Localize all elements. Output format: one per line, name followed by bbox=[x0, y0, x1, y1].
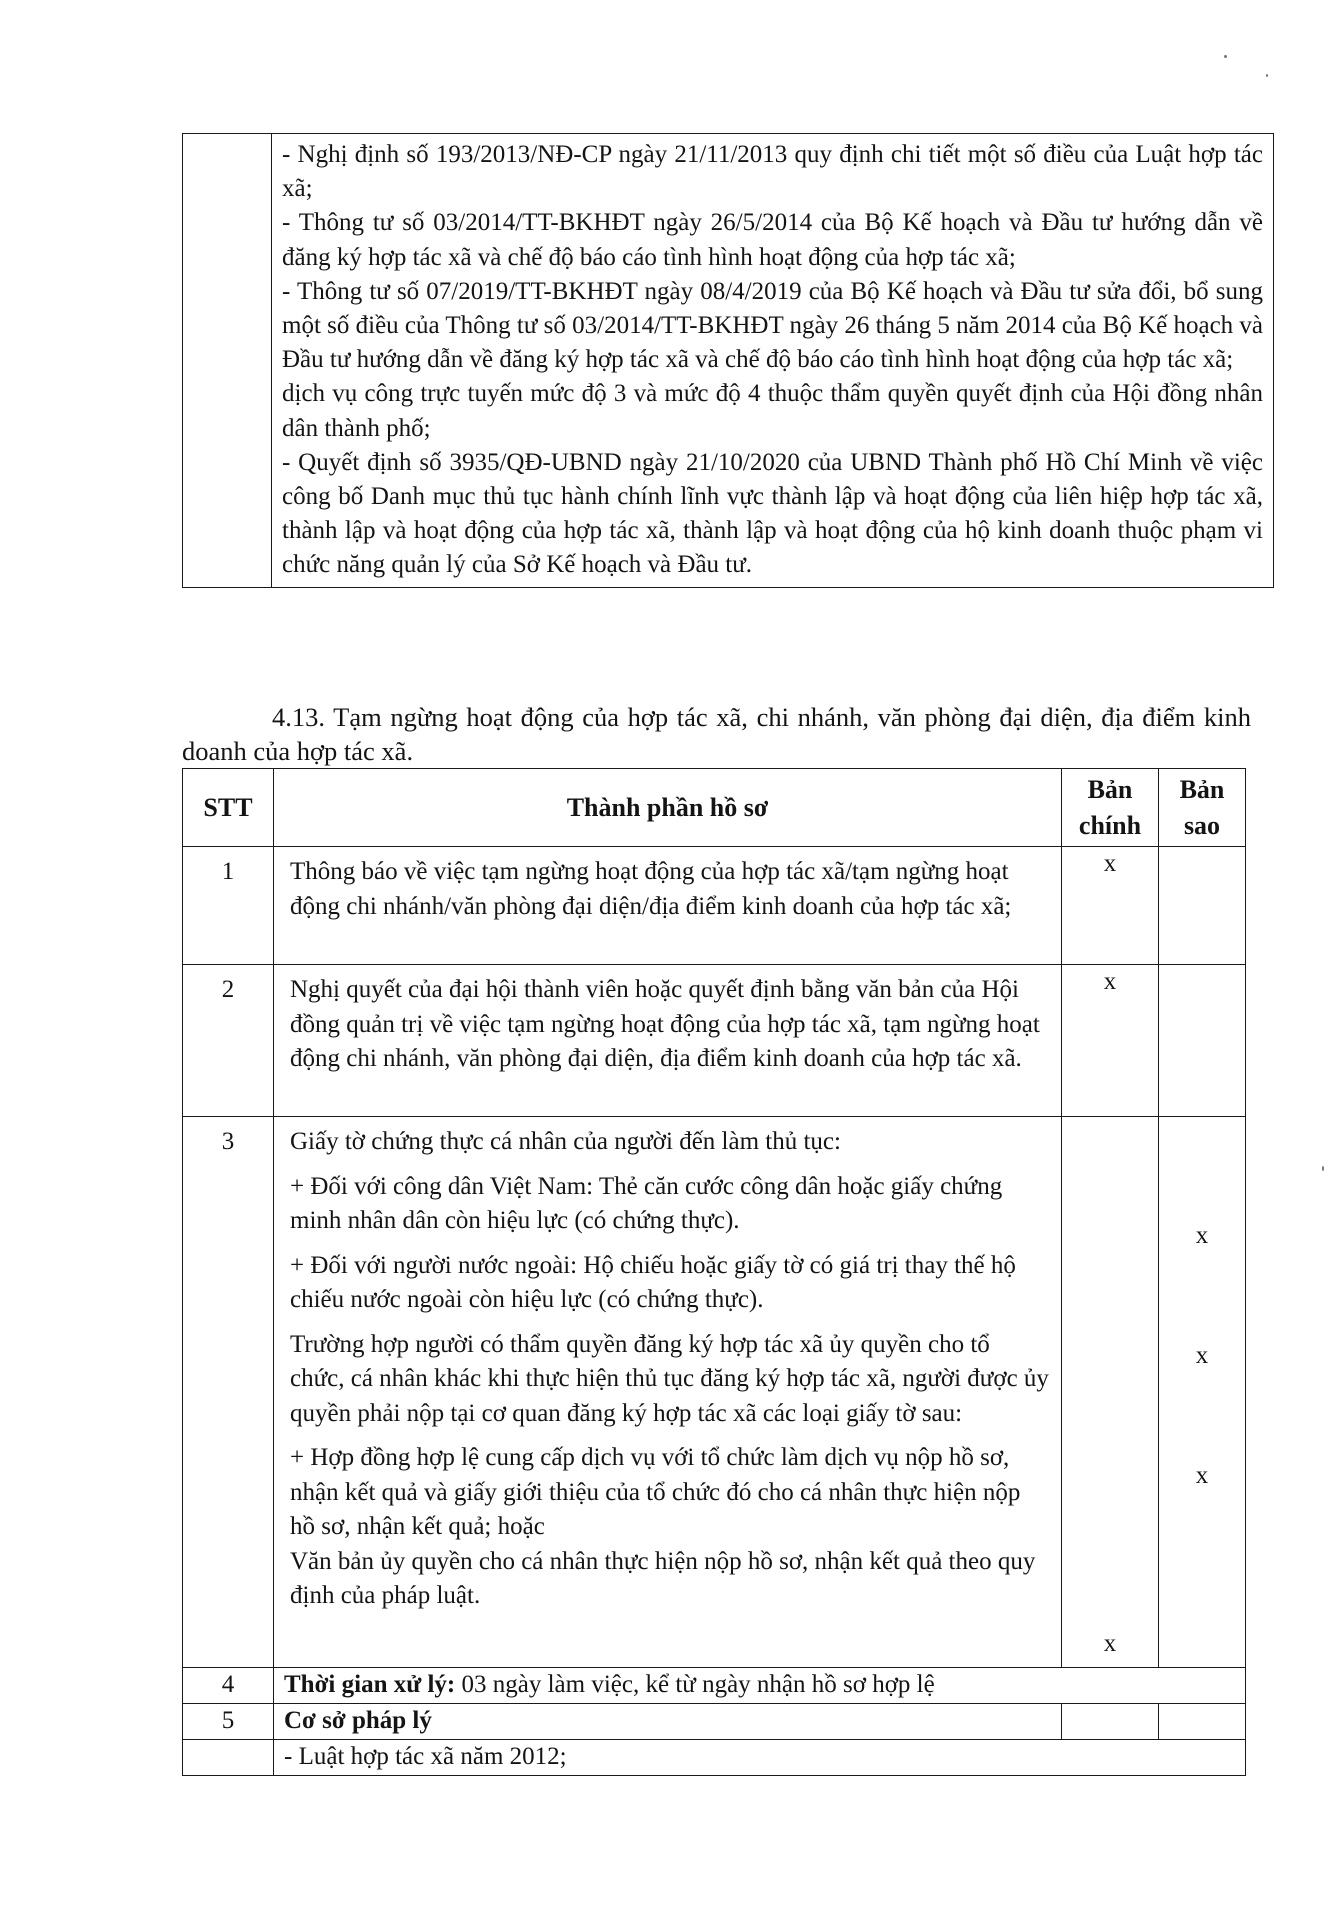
empty-stt-cell bbox=[183, 134, 272, 588]
scan-speck bbox=[1322, 1166, 1324, 1171]
row-content: Nghị quyết của đại hội thành viên hoặc quyết định bằng văn bản của Hội đồng quản trị về việc tạm ngừng hoạt động của hợp tác xã, tạm ngừng hoạt động chi nhánh, văn phòng đại diện, địa điểm kinh doanh của hợp tác xã. bbox=[274, 965, 1062, 1117]
paragraph: Giấy tờ chứng thực cá nhân của người đến làm thủ tục: bbox=[290, 1128, 841, 1155]
paragraph: Trường hợp người có thẩm quyền đăng ký hợp tác xã ủy quyền cho tổ chức, cá nhân khác khi thực hiện thủ tục đăng ký hợp tác xã, người được ủy quyền phải nộp tại cơ quan đăng ký hợp tác xã các loại giấy tờ sau: bbox=[290, 1330, 1049, 1427]
header-copy: Bản sao bbox=[1159, 769, 1246, 847]
paragraph: + Hợp đồng hợp lệ cung cấp dịch vụ với tổ chức làm dịch vụ nộp hồ sơ, nhận kết quả và giấy giới thiệu của tổ chức đó cho cá nhân thực hiện nộp hồ sơ, nhận kết quả; hoặc bbox=[290, 1444, 1021, 1540]
row-content bbox=[274, 1668, 1246, 1704]
table-row bbox=[183, 134, 1274, 588]
processing-time-value: 03 ngày làm việc, kể từ ngày nhận hồ sơ hợp lệ bbox=[455, 1671, 935, 1698]
processing-time-label: Thời gian xử lý: bbox=[284, 1671, 456, 1698]
header-stt: STT bbox=[183, 769, 274, 847]
legal-basis-item: - Nghị định số 193/2013/NĐ-CP ngày 21/11/2013 quy định chi tiết một số điều của Luật hợp tác xã; bbox=[282, 141, 1263, 203]
legal-basis-item: - Thông tư số 03/2014/TT-BKHĐT ngày 26/5/2014 của Bộ Kế hoạch và Đầu tư hướng dẫn về đăng ký hợp tác xã và chế độ báo cáo tình hình hoạt động của hợp tác xã; bbox=[282, 209, 1263, 271]
empty-cell bbox=[1062, 1704, 1159, 1740]
header-component: Thành phần hồ sơ bbox=[274, 769, 1062, 847]
original-mark: x bbox=[1062, 847, 1159, 965]
copy-mark bbox=[1159, 965, 1246, 1117]
section-heading: 4.13. Tạm ngừng hoạt động của hợp tác xã, chi nhánh, văn phòng đại diện, địa điểm kinh doanh của hợp tác xã. bbox=[182, 702, 1251, 766]
table-row bbox=[183, 1704, 1246, 1740]
table-row bbox=[183, 965, 1246, 1117]
row-content: - Luật hợp tác xã năm 2012; bbox=[274, 1740, 1246, 1776]
scan-speck bbox=[1266, 74, 1268, 77]
copy-mark: x bbox=[1195, 1462, 1209, 1489]
row-number: 5 bbox=[183, 1704, 274, 1740]
legal-basis-item: - Thông tư số 07/2019/TT-BKHĐT ngày 08/4/2019 của Bộ Kế hoạch và Đầu tư sửa đổi, bổ sung một số điều của Thông tư số 03/2014/TT-BKHĐT ngày 26 tháng 5 năm 2014 của Bộ Kế hoạch và Đầu tư hướng dẫn về đăng ký hợp tác xã và chế độ báo cáo tình hình hoạt động của hợp tác xã; bbox=[282, 277, 1264, 374]
row-number: 3 bbox=[183, 1117, 274, 1668]
original-mark: x bbox=[1103, 1630, 1117, 1657]
row-content bbox=[274, 1704, 1062, 1740]
legal-basis-item: dịch vụ công trực tuyến mức độ 3 và mức độ 4 thuộc thẩm quyền quyết định của Hội đồng nhân dân thành phố; bbox=[282, 380, 1263, 442]
paragraph: + Đối với người nước ngoài: Hộ chiếu hoặc giấy tờ có giá trị thay thế hộ chiếu nước ngoài còn hiệu lực (có chứng thực). bbox=[290, 1251, 1016, 1313]
legal-basis-item: - Quyết định số 3935/QĐ-UBND ngày 21/10/2020 của UBND Thành phố Hồ Chí Minh về việc công bố Danh mục thủ tục hành chính lĩnh vực thành lập và hoạt động của liên hiệp hợp tác xã, thành lập và hoạt động của hợp tác xã, thành lập và hoạt động của hộ kinh doanh thuộc phạm vi chức năng quản lý của Sở Kế hoạch và Đầu tư. bbox=[282, 448, 1263, 579]
paragraph: + Đối với công dân Việt Nam: Thẻ căn cước công dân hoặc giấy chứng minh nhân dân còn hiệu lực (có chứng thực). bbox=[290, 1172, 1003, 1234]
legal-basis-table bbox=[182, 133, 1274, 588]
copy-mark-cell bbox=[1159, 1117, 1246, 1668]
paragraph: Văn bản ủy quyền cho cá nhân thực hiện nộp hồ sơ, nhận kết quả theo quy định của pháp luật. bbox=[290, 1547, 1036, 1609]
copy-mark: x bbox=[1195, 1342, 1209, 1369]
dossier-table bbox=[182, 768, 1246, 1776]
original-mark: x bbox=[1062, 965, 1159, 1117]
legal-basis-cell bbox=[272, 134, 1274, 588]
empty-cell bbox=[1159, 1704, 1246, 1740]
row-content bbox=[274, 1117, 1062, 1668]
table-row bbox=[183, 1740, 1246, 1776]
table-row bbox=[183, 1668, 1246, 1704]
copy-mark: x bbox=[1195, 1222, 1209, 1249]
table-header-row bbox=[183, 769, 1246, 847]
table-row bbox=[183, 1117, 1246, 1668]
table-row bbox=[183, 847, 1246, 965]
original-mark-cell bbox=[1062, 1117, 1159, 1668]
header-original: Bản chính bbox=[1062, 769, 1159, 847]
row-number: 4 bbox=[183, 1668, 274, 1704]
scan-speck bbox=[1224, 55, 1227, 58]
legal-basis-label: Cơ sở pháp lý bbox=[284, 1707, 432, 1734]
row-content: Thông báo về việc tạm ngừng hoạt động của hợp tác xã/tạm ngừng hoạt động chi nhánh/văn phòng đại diện/địa điểm kinh doanh của hợp tác xã; bbox=[274, 847, 1062, 965]
copy-mark bbox=[1159, 847, 1246, 965]
row-number: 2 bbox=[183, 965, 274, 1117]
empty-stt-cell bbox=[183, 1740, 274, 1776]
row-number: 1 bbox=[183, 847, 274, 965]
